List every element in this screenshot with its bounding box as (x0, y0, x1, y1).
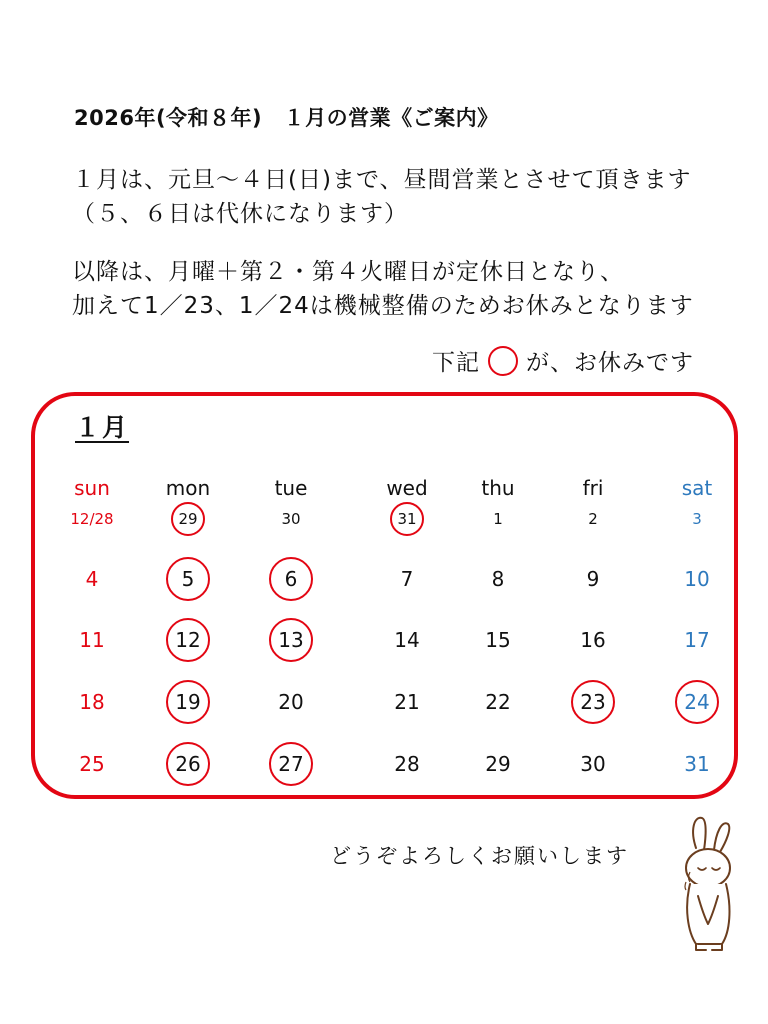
calendar-day: 29 (485, 752, 511, 776)
notice-holiday-hours (72, 163, 692, 231)
weekday-header-thu: thu (481, 476, 515, 500)
calendar-month-title: １月 (75, 413, 130, 442)
calendar-day: 1 (493, 510, 503, 528)
weekday-header-wed: wed (386, 476, 428, 500)
closed-day-legend (432, 344, 694, 377)
weekday-header-sun: sun (74, 476, 110, 500)
calendar-day-closed: 19 (166, 680, 210, 724)
calendar-day: 12/28 (70, 510, 114, 528)
calendar-day: 8 (491, 567, 505, 591)
notice-line: 加えて1／23、1／24は機械整備のためお休みとなります (72, 293, 694, 319)
bowing-rabbit-icon (674, 812, 744, 962)
notice-line: 以降は、月曜＋第２・第４火曜日が定休日となり、 (72, 259, 624, 285)
calendar-day: 15 (485, 628, 511, 652)
notice-line: １月は、元旦～４日(日)まで、昼間営業とさせて頂きます (72, 167, 692, 193)
calendar-day: 30 (281, 510, 301, 528)
calendar-day: 25 (79, 752, 105, 776)
weekday-header-tue: tue (274, 476, 308, 500)
calendar-day-closed: 13 (269, 618, 313, 662)
red-circle-icon (488, 346, 518, 376)
calendar-day: 11 (79, 628, 105, 652)
calendar-day: 20 (278, 690, 304, 714)
calendar-day: 18 (79, 690, 105, 714)
weekday-header-mon: mon (165, 476, 211, 500)
calendar-day: 9 (586, 567, 600, 591)
calendar-day-closed: 31 (390, 502, 424, 536)
calendar-day: 31 (684, 752, 710, 776)
calendar-day: 7 (400, 567, 414, 591)
calendar-day-closed: 23 (571, 680, 615, 724)
notice-regular-closures (72, 255, 694, 323)
closing-message: どうぞよろしくお願いします (330, 844, 629, 868)
calendar-day: 2 (588, 510, 598, 528)
calendar-day: 4 (85, 567, 99, 591)
calendar-day-closed: 6 (269, 557, 313, 601)
calendar-day: 21 (394, 690, 420, 714)
calendar-day-closed: 26 (166, 742, 210, 786)
calendar-day: 10 (684, 567, 710, 591)
legend-suffix: が、お休みです (526, 350, 694, 376)
calendar-day-closed: 29 (171, 502, 205, 536)
weekday-header-sat: sat (681, 476, 713, 500)
calendar-day-closed: 5 (166, 557, 210, 601)
calendar-day: 14 (394, 628, 420, 652)
legend-prefix: 下記 (432, 350, 480, 376)
page-title: 2026年(令和８年) １月の営業《ご案内》 (74, 106, 499, 130)
calendar-day-closed: 27 (269, 742, 313, 786)
calendar-frame (31, 392, 738, 799)
calendar-day-closed: 12 (166, 618, 210, 662)
notice-line: （５、６日は代休になります） (72, 201, 408, 227)
calendar-day: 16 (580, 628, 606, 652)
calendar-day: 17 (684, 628, 710, 652)
calendar-day: 22 (485, 690, 511, 714)
weekday-header-fri: fri (582, 476, 604, 500)
calendar-day: 30 (580, 752, 606, 776)
calendar-day: 28 (394, 752, 420, 776)
calendar-day-closed: 24 (675, 680, 719, 724)
calendar-day: 3 (692, 510, 702, 528)
